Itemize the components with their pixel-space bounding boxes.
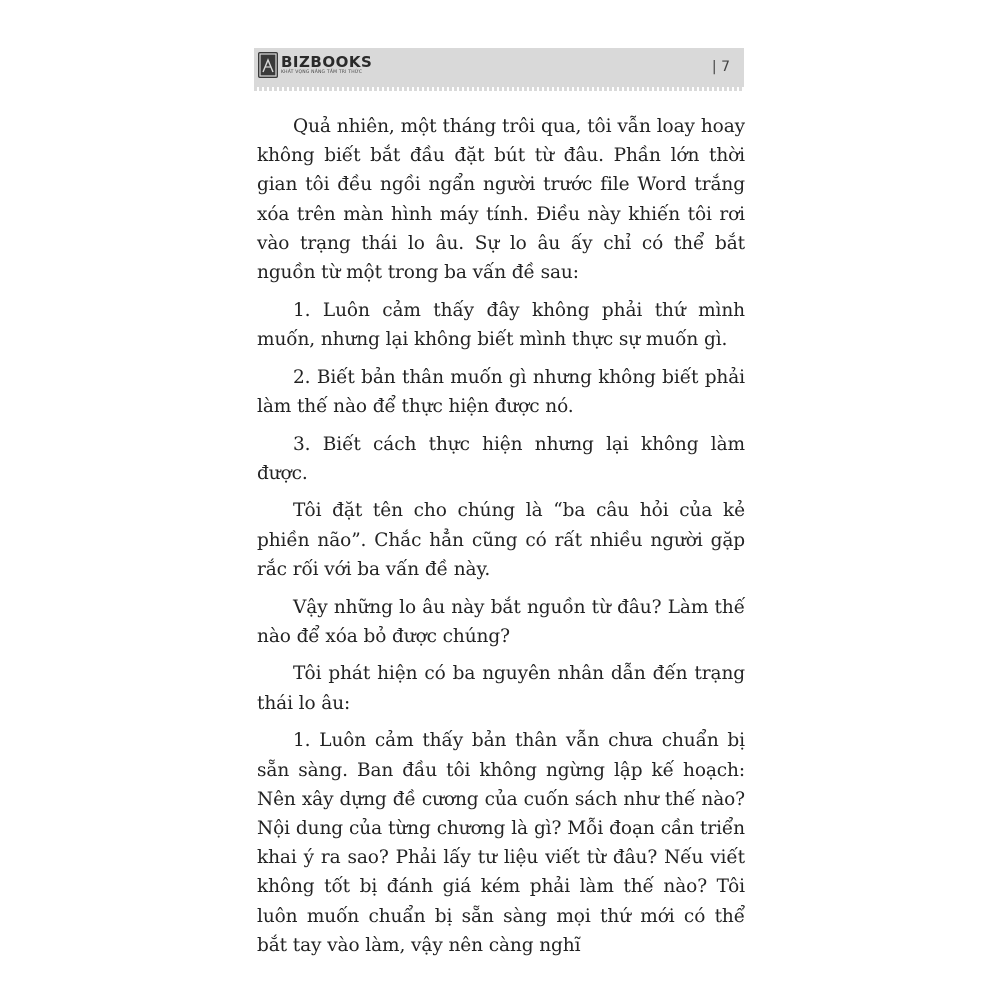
book-icon <box>258 52 278 78</box>
paragraph: 3. Biết cách thực hiện nhưng lại không làm được. <box>257 433 745 484</box>
paragraph: Quả nhiên, một tháng trôi qua, tôi vẫn loay hoay không biết bắt đầu đặt bút từ đâu. Phần lớn thời gian tôi đều ngồi ngẩn người trước file Word trắng xóa trên màn hình máy tính. Điều này khiến tôi rơi vào trạng thái lo âu. Sự lo âu ấy chỉ có thể bắt nguồn từ một trong ba vấn đề sau: <box>257 116 745 284</box>
publisher-logo <box>258 52 372 78</box>
running-header <box>254 48 744 88</box>
paragraph: 1. Luôn cảm thấy bản thân vẫn chưa chuẩn bị sẵn sàng. Ban đầu tôi không ngừng lập kế hoạch: Nên xây dựng đề cương của cuốn sách như thế nào? Nội dung của từng chương là gì? Mỗi đoạn cần triển khai ý ra sao? Phải lấy tư liệu viết từ đâu? Nếu viết không tốt bị đánh giá kém phải làm thế nào? Tôi luôn muốn chuẩn bị sẵn sàng mọi thứ mới có thể bắt tay vào làm, vậy nên càng nghĩ <box>257 730 745 956</box>
page-number: | 7 <box>711 59 730 75</box>
paragraph: 1. Luôn cảm thấy đây không phải thứ mình muốn, nhưng lại không biết mình thực sự muốn gì. <box>257 299 745 350</box>
paragraph: 2. Biết bản thân muốn gì nhưng không biết phải làm thế nào để thực hiện được nó. <box>257 366 745 417</box>
paragraph: Vậy những lo âu này bắt nguồn từ đâu? Làm thế nào để xóa bỏ được chúng? <box>257 596 745 647</box>
logo-name: BIZBOOKS <box>281 53 373 71</box>
paragraph: Tôi đặt tên cho chúng là “ba câu hỏi của kẻ phiền não”. Chắc hẳn cũng có rất nhiều người gặp rắc rối với ba vấn đề này. <box>257 500 745 580</box>
paragraph: Tôi phát hiện có ba nguyên nhân dẫn đến trạng thái lo âu: <box>257 663 745 714</box>
page-body <box>257 112 745 968</box>
logo-tagline: KHÁT VỌNG NÂNG TẦM TRI THỨC <box>281 70 363 75</box>
